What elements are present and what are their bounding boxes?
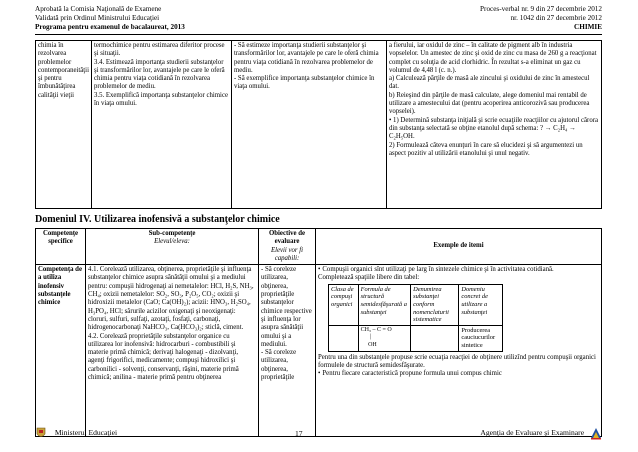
subcompetences-cell: 4.1. Corelează utilizarea, obţinerea, proprietăţile şi influenţa substanţelor chimice asupra sănătăţii omului şi a mediului pentru: compuşii hidrogenaţi ai nemetalelor: HCl, H₂S, NH₃, CH₄; oxizii nemetalelor: SO₂, SO₃, P₂O₅, CO₂; oxizii şi hidroxizii metalelor (CaO; Ca(OH)₂); acizii: HNO₃, H₂SO₄, H₃PO₄, HCl; sărurile acizilor oxigenaţi şi neoxigenaţi: cloruri, sulfuri, sulfaţi, azotaţi, fosfaţi, carbonaţi, hidrogenocarbonaţi NaHCO₃, Ca(HCO₃)₂; sticlă, ciment. 4.2. Corelează proprietăţile substanţelor organice cu utilizarea lor inofensivă: hidrocarburi - combustibili şi materie primă chimică; derivaţi halogenaţi - dizolvanţi, agenţi frigorifici, medicamente; compuşi hidroxilici şi carbonilici - solvenţi, conservanţi, răşini, materie primă chimică; anilina - materie primă pentru obţinerea: [86, 265, 259, 437]
page-footer: [35, 426, 602, 440]
header-objectives: [259, 229, 316, 265]
inner-header-use: Domeniu concret de utilizare a substanţei: [459, 284, 503, 325]
header-left-3: Programa pentru examenul de bacalaureat, 2013: [35, 23, 185, 32]
footer-page-number: 17: [294, 428, 303, 438]
inner-header-formula: Formula de structură semidesfăşurată a substanţei: [358, 284, 411, 325]
inner-cell-class-empty: [329, 325, 359, 351]
header-subcompetences-sub: Elevul/eleva:: [154, 238, 190, 246]
top-col-2: termochimice pentru estimarea diferitor procese şi situaţii. 3.4. Estimează importanţa studierii substanţelor şi transformărilor lor, avantajele pe care le oferă chimia pentru viaţa cotidiană în rezolvarea problemelor de mediu. 3.5. Exemplifică importanţa substanţelor chimice în viaţa omului.: [91, 41, 231, 209]
domain-title: Domeniul IV. Utilizarea inofensivă a substanţelor chimice: [35, 214, 280, 225]
header-right-2: nr. 1042 din 27 decembrie 2012: [510, 14, 602, 23]
organic-compounds-table: [328, 284, 503, 352]
header-subcompetences: [86, 229, 259, 265]
header-right-3: CHIMIE: [574, 23, 602, 32]
top-col-3: - Să estimeze importanţa studierii substanţelor şi transformărilor lor, avantajele pe care le oferă chimia pentru viaţa cotidiană în rezolvarea problemelor de mediu. - Să exemplifice importanţa substanţelor chimice în viaţa omului.: [231, 41, 386, 209]
header-subcompetences-title: Sub-competenţe: [148, 230, 196, 237]
inner-header-name: Denumirea substanţei conform nomenclaturii sistematice: [411, 284, 459, 325]
footer-left: [35, 426, 117, 440]
header-objectives-title: Obiective de evaluare: [268, 230, 306, 246]
header-left-2: Validată prin Ordinul Ministrului Educaţiei: [35, 14, 160, 23]
domain-table: [35, 228, 602, 437]
item-examples-cell: [316, 265, 602, 437]
coat-of-arms-icon: [35, 426, 47, 440]
item-equation-task: Pentru una din substanţele propuse scrie ecuaţia reacţiei de obţinere utilizînd pentru compuşii organici formulele de structură semidesfăşurate.: [318, 353, 596, 369]
inner-cell-name-empty: [411, 325, 459, 351]
inner-cell-formula: CH₃ – C = O | OH: [358, 325, 411, 351]
inner-header-class: Clasa de compuşi organici: [329, 284, 359, 325]
top-col-1: chimia în rezolvarea problemelor contemporaneităţii şi pentru îmbunătăţirea calităţii vieţii: [36, 41, 92, 209]
top-col-4: a fierului, iar oxidul de zinc – în calitate de pigment alb în industria vopselelor. Un amestec de zinc şi oxid de zinc cu masa de 260 g a reacţionat complet cu soluţia de acid clorhidric. În rezultat s-a eliminat un gaz cu volumul de 4,48 l (c. n.). a) Calculează părţile de masă ale zincului şi oxidului de zinc în amestecul dat. b) Reieşind din părţile de masă calculate, alege domeniul mai rentabil de utilizare a amestecului dat (pentru acoperirea anticorozivă sau producerea vopselei). • 1) Determină substanţa iniţială şi scrie ecuaţiile reacţiilor cu ajutorul cărora din substanţa selectată se obţine etanolul după schema: ? → C₂H₄ → C₂H₅OH. 2) Formulează câteva enunţuri în care să elucidezi şi să argumentezi un aspect pozitiv al utilizării etanolului şi unul negativ.: [386, 41, 601, 209]
footer-right: [480, 426, 602, 440]
agency-logo-icon: [590, 426, 602, 440]
page-header: [35, 5, 602, 33]
header-objectives-sub: Elevii vor fi capabili:: [270, 246, 304, 262]
header-item-examples: Exemple de itemi: [316, 229, 602, 265]
header-competences: Competenţe specifice: [36, 229, 86, 265]
top-competence-table: [35, 40, 602, 209]
inner-cell-use: Producerea cauciucurilor sintetice: [459, 325, 503, 351]
footer-agency: Agenţia de Evaluare şi Examinare: [480, 427, 585, 437]
header-right-1: Proces-verbal nr. 9 din 27 decembrie 2012: [480, 5, 602, 13]
footer-ministry: Ministerul Educaţiei: [54, 427, 118, 437]
header-left-1: Aprobată la Comisia Naţională de Examene: [35, 5, 162, 13]
header-rule: [35, 34, 602, 35]
item-intro: • Compuşii organici sînt utilizaţi pe larg în sintezele chimice şi în activitatea cotidiană. Completează spaţiile libere din tabel:: [318, 266, 599, 283]
competence-cell: Competenţa de a utiliza inofensiv substanţele chimice: [36, 265, 86, 437]
item-last-task: • Pentru fiecare caracteristică propune formula unui compus chimic: [318, 370, 599, 378]
objectives-cell: - Să coreleze utilizarea, obţinerea, proprietăţile substanţelor chimice respective şi influenţa lor asupra sănătăţii omului şi a mediului. - Să coreleze utilizarea, obţinerea, proprietăţile: [259, 265, 316, 437]
